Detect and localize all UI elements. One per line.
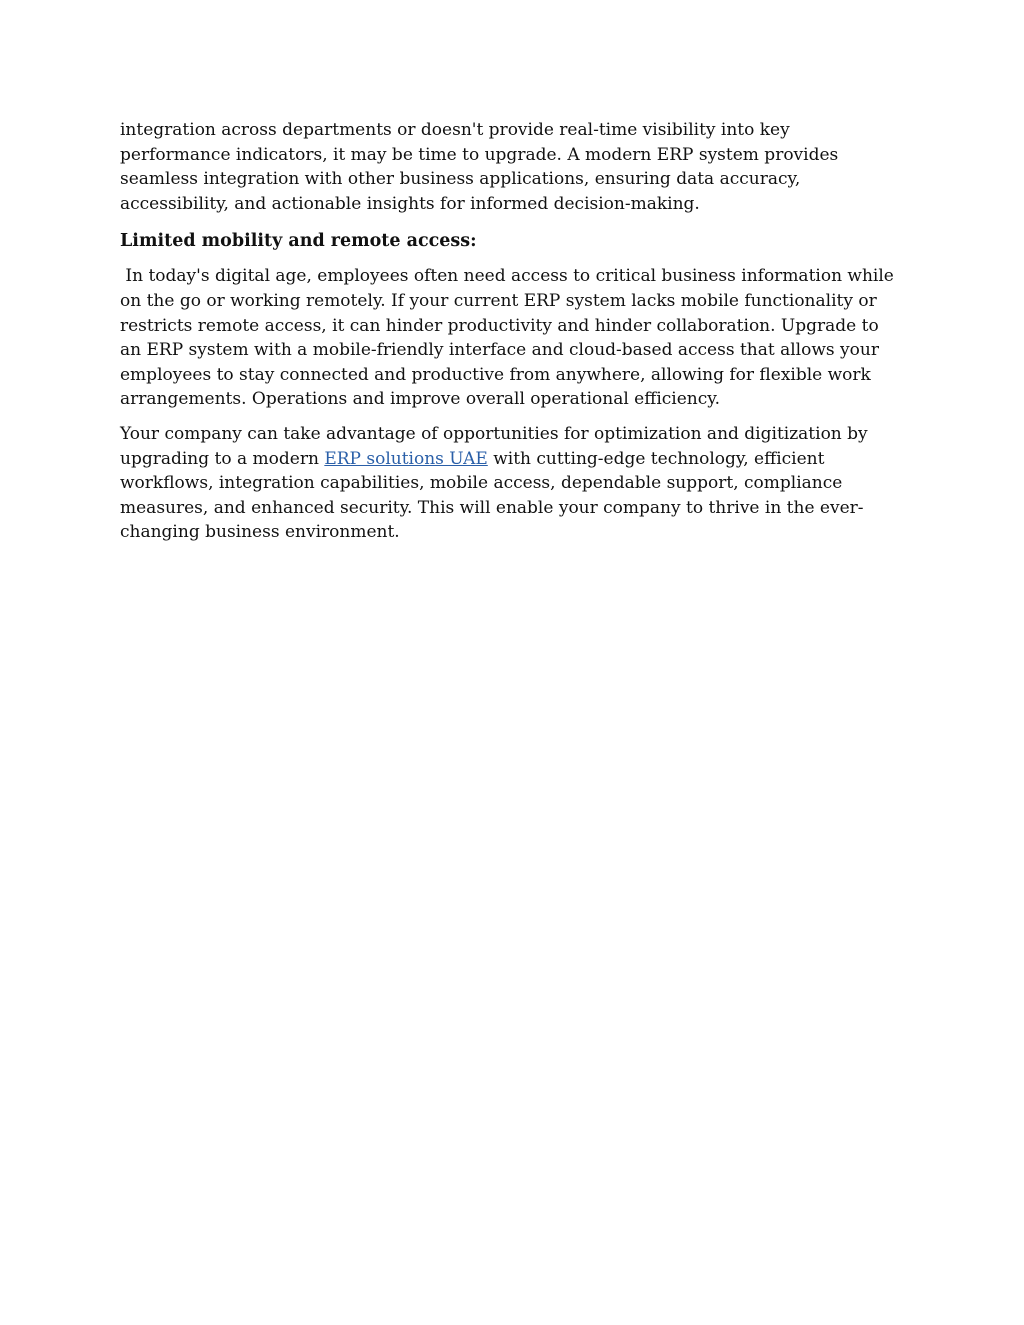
heading-limited-mobility: Limited mobility and remote access:: [120, 231, 477, 252]
paragraph-conclusion-before-link: Your company can take advantage of opportunities for optimization and digitization by upgrading to a modern: [120, 423, 868, 469]
paragraph-conclusion: [120, 422, 900, 545]
paragraph-remote-access-text: In today's digital age, employees often need access to critical business information while on the go or working remotely. If your current ERP system lacks mobile functionality or restricts remote access, it can hinder productivity and hinder collaboration. Upgrade to an ERP system with a mobile-friendly interface and cloud-based access that allows your employees to stay connected and productive from anywhere, allowing for flexible work arrangements. Operations and improve overall operational efficiency.: [120, 266, 894, 410]
document-page: [120, 118, 900, 555]
paragraph-conclusion-after-link: with cutting-edge technology, efficient workflows, integration capabilities, mobile access, dependable support, compliance measures, and enhanced security. This will enable your company to thrive in the ever-changing business environment.: [120, 448, 864, 543]
paragraph-integration: integration across departments or doesn't provide real-time visibility into key performance indicators, it may be time to upgrade. A modern ERP system provides seamless integration with other business applications, ensuring data accuracy, accessibility, and actionable insights for informed decision-making.: [120, 120, 839, 214]
paragraph-remote-access: [120, 264, 900, 412]
erp-solutions-uae-link[interactable]: ERP solutions UAE: [324, 448, 488, 469]
